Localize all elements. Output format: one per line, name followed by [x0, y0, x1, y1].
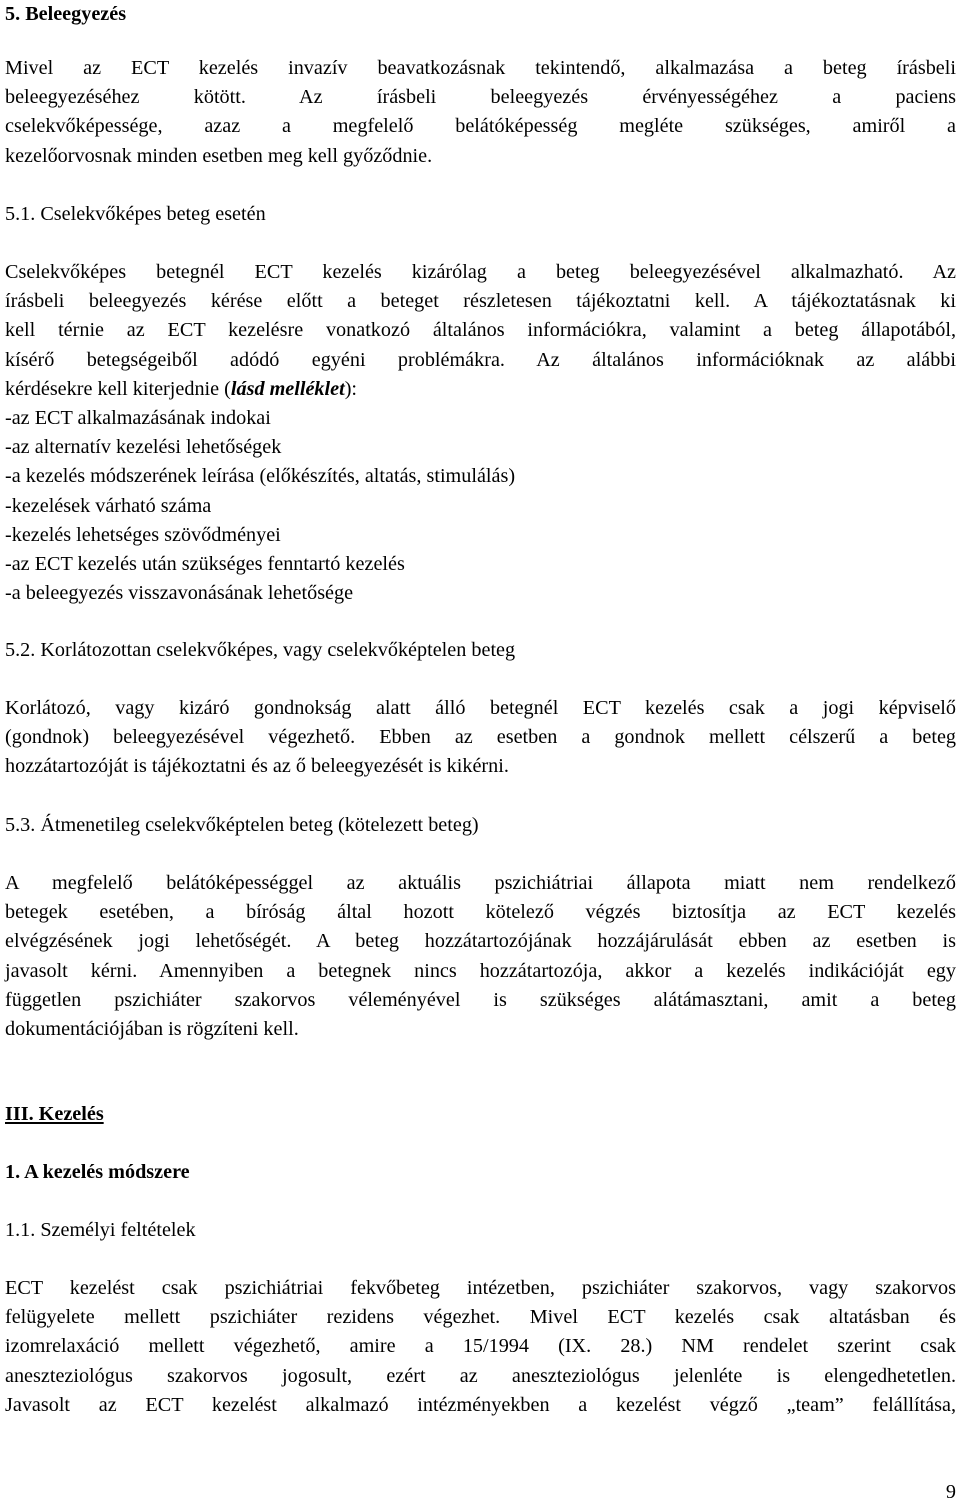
section-heading: 1. A kezelés módszere	[5, 1161, 190, 1183]
text-line	[5, 375, 956, 404]
list-item: -kezelés lehetséges szövődményei	[5, 523, 281, 546]
text-line: kell térnie az ECT kezelésre vonatkozó általános információkra, valamint a beteg állapotából,	[5, 319, 956, 342]
paragraph-capable-patient	[5, 258, 956, 404]
text-line: betegek esetében, a bíróság által hozott kötelező végzés biztosítja az ECT kezelés	[5, 901, 956, 924]
text-line: A megfelelő belátóképességgel az aktuális pszichiátriai állapota miatt nem rendelkező	[5, 872, 956, 894]
text-line: beleegyezéséhez kötött. Az írásbeli beleegyezés érvényességéhez a paciens	[5, 86, 956, 109]
subsection-heading: 5.3. Átmenetileg cselekvőképtelen beteg (kötelezett beteg)	[5, 814, 479, 836]
paragraph-consent-intro	[5, 54, 956, 171]
text-line: aneszteziológus szakorvos jogosult, ezért az aneszteziológus jelenléte is elengedhetetlen.	[5, 1364, 956, 1387]
text-line: felügyelete mellett pszichiáter rezidens végezhet. Mivel ECT kezelés csak altatásban és	[5, 1306, 956, 1329]
section-heading: 5. Beleegyezés	[5, 3, 127, 25]
information-list	[5, 404, 515, 608]
paragraph-limited-capacity	[5, 694, 956, 782]
list-item: -az ECT kezelés után szükséges fenntartó kezelés	[5, 553, 405, 576]
text-line: javasolt kérni. Amennyiben a betegnek nincs hozzátartozója, akkor a kezelés indikációját egy	[5, 959, 956, 982]
list-item: -az ECT alkalmazásának indokai	[5, 407, 271, 429]
text-line: dokumentációjában is rögzíteni kell.	[5, 1018, 299, 1041]
list-item: -az alternatív kezelési lehetőségek	[5, 436, 282, 459]
subsection-heading: 5.1. Cselekvőképes beteg esetén	[5, 203, 266, 225]
text-line: kísérő betegségeiből adódó egyéni problémákra. Az általános információknak az alábbi	[5, 348, 956, 371]
text-line: Cselekvőképes betegnél ECT kezelés kizárólag a beteg beleegyezésével alkalmazható. Az	[5, 261, 956, 283]
text-line: hozzátartozóját is tájékoztatni és az ő beleegyezését is kikérni.	[5, 755, 509, 778]
page-number: 9	[945, 1481, 956, 1503]
appendix-link[interactable]: lásd melléklet	[230, 377, 345, 400]
text-line: elvégzésének jogi lehetőségét. A beteg hozzátartozójának hozzájárulását ebben az esetben is	[5, 930, 956, 953]
text-line: izomrelaxáció mellett végezhető, amire a 15/1994 (IX. 28.) NM rendelet szerint csak	[5, 1335, 956, 1358]
text-line: írásbeli beleegyezés kérése előtt a beteget részletesen tájékoztatni kell. A tájékoztatásnak ki	[5, 290, 956, 313]
subsection-heading: 1.1. Személyi feltételek	[5, 1219, 196, 1241]
list-item: -a beleegyezés visszavonásának lehetősége	[5, 582, 354, 605]
list-item: -a kezelés módszerének leírása (előkészítés, altatás, stimulálás)	[5, 465, 516, 488]
text-line: Mivel az ECT kezelés invazív beavatkozásnak tekintendő, alkalmazása a beteg írásbeli	[5, 57, 956, 79]
text-line: kezelőorvosnak minden esetben meg kell győződnie.	[5, 144, 433, 167]
text-line: Javasolt az ECT kezelést alkalmazó intézményekben a kezelést végző „team” felállítása,	[5, 1393, 956, 1416]
text-line: Korlátozó, vagy kizáró gondnokság alatt álló betegnél ECT kezelés csak a jogi képviselő	[5, 697, 956, 719]
list-item: -kezelések várható száma	[5, 494, 212, 517]
paragraph-temporary-incapacity	[5, 869, 956, 1044]
text-fragment: ):	[344, 377, 358, 400]
paragraph-personnel-requirements	[5, 1274, 956, 1420]
subsection-heading: 5.2. Korlátozottan cselekvőképes, vagy cselekvőképtelen beteg	[5, 639, 516, 661]
text-line: ECT kezelést csak pszichiátriai fekvőbeteg intézetben, pszichiáter szakorvos, vagy szakorvos	[5, 1277, 956, 1299]
text-line: (gondnok) beleegyezésével végezhető. Ebben az esetben a gondnok mellett célszerű a beteg	[5, 726, 956, 749]
text-line: független pszichiáter szakorvos véleményével is szükséges alátámasztani, amit a beteg	[5, 988, 956, 1011]
text-line: cselekvőképessége, azaz a megfelelő belátóképesség megléte szükséges, amiről a	[5, 115, 956, 138]
chapter-heading: III. Kezelés	[5, 1103, 104, 1125]
text-fragment: kérdésekre kell kiterjednie (	[5, 377, 231, 400]
